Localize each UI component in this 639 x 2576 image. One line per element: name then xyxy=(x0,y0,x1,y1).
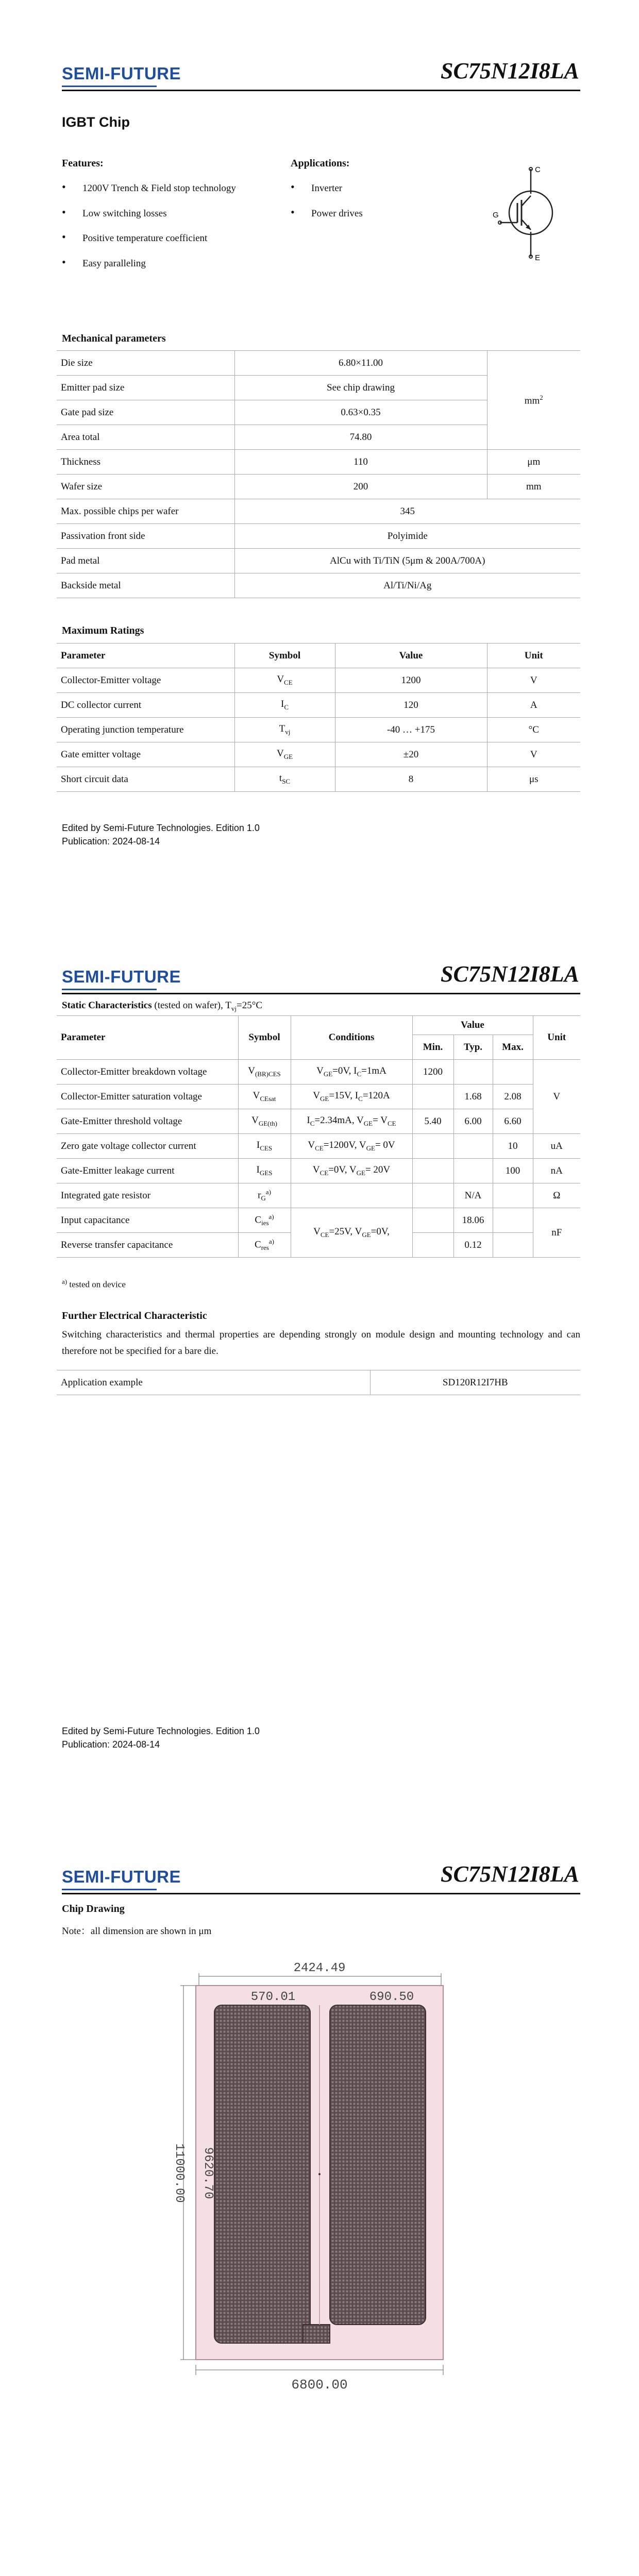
static-rows xyxy=(57,1060,580,1258)
table-cell: Collector-Emitter voltage xyxy=(57,668,234,693)
terminal-g-label: G xyxy=(493,211,499,219)
symbol-cell: $V_{CE}$ xyxy=(234,668,335,693)
further-title: Further Electrical Characteristic xyxy=(62,1310,207,1321)
bullet: • xyxy=(291,206,295,218)
table-cell: See chip drawing xyxy=(234,376,487,400)
dim-height-pad: 9620.70 xyxy=(201,2147,215,2199)
table-cell: V xyxy=(487,668,580,693)
table-cell: SD120R12I7HB xyxy=(370,1370,580,1395)
table-cell xyxy=(412,1159,453,1183)
table-row xyxy=(57,1159,580,1183)
dim-width: 6800.00 xyxy=(291,2377,348,2393)
table-cell xyxy=(412,1183,453,1208)
table-cell xyxy=(412,1208,453,1233)
max-ratings-table xyxy=(57,643,580,792)
table-cell xyxy=(493,1208,533,1233)
table-cell: Collector-Emitter saturation voltage xyxy=(57,1084,238,1109)
unit-cell: $mm^2$ xyxy=(487,351,580,450)
features-title: Features: xyxy=(62,158,104,169)
further-text: Switching characteristics and thermal properties are depending strongly on module design and mounting technology and can therefore not be specified for a bare die. xyxy=(62,1329,580,1357)
table-cell: Polyimide xyxy=(234,524,580,549)
mechanical-table xyxy=(57,350,580,598)
table-row xyxy=(57,1109,580,1134)
unit-cell: V xyxy=(533,1060,580,1134)
condition-cell: $I_C=2.34mA$, $V_{GE}= V_{CE}$ xyxy=(291,1109,412,1134)
table-cell: Reverse transfer capacitance xyxy=(57,1233,238,1258)
table-cell: Wafer size xyxy=(57,474,234,499)
application-item: Inverter xyxy=(311,183,343,194)
table-cell: 0.12 xyxy=(453,1233,493,1258)
table-cell: 74.80 xyxy=(234,425,487,450)
table-cell: 200 xyxy=(234,474,487,499)
table-cell: Thickness xyxy=(57,450,234,474)
part-number: SC75N12I8LA xyxy=(441,58,579,83)
condition-cell: $V_{CE}=1200V$, $V_{GE}= 0V$ xyxy=(291,1134,412,1159)
table-cell: 6.00 xyxy=(453,1109,493,1134)
table-cell: Gate-Emitter leakage current xyxy=(57,1159,238,1183)
table-cell: Die size xyxy=(57,351,234,376)
company-logo: SEMI-FUTURE xyxy=(62,1867,181,1886)
table-row xyxy=(57,668,580,693)
max-ratings-title: Maximum Ratings xyxy=(62,625,144,636)
table-cell: N/A xyxy=(453,1183,493,1208)
bullet: • xyxy=(62,180,66,193)
footer-edited: Edited by Semi-Future Technologies. Edition 1.0 xyxy=(62,823,260,833)
company-logo: SEMI-FUTURE xyxy=(62,64,181,83)
table-row xyxy=(57,1084,580,1109)
table-cell: Gate emitter voltage xyxy=(57,742,234,767)
table-cell xyxy=(453,1060,493,1084)
table-cell: 2.08 xyxy=(493,1084,533,1109)
header-cell: Symbol xyxy=(234,643,335,668)
table-row xyxy=(57,742,580,767)
emitter-pad-left xyxy=(214,2005,310,2343)
header-rule xyxy=(62,993,580,994)
table-row xyxy=(57,351,580,376)
igbt-symbol-icon xyxy=(490,164,557,262)
product-type: IGBT Chip xyxy=(62,114,130,130)
table-cell: 0.63×0.35 xyxy=(234,400,487,425)
symbol-cell: $T_{vj}$ xyxy=(234,718,335,742)
terminal-c-label: C xyxy=(535,165,541,174)
condition-cell: $V_{CE}=0V$, $V_{GE}= 20V$ xyxy=(291,1159,412,1183)
emitter-pad-right xyxy=(330,2005,426,2325)
condition-cell: $V_{GE}=0V$, $I_C=1mA$ xyxy=(291,1060,412,1084)
header-cell: Parameter xyxy=(57,1016,238,1060)
table-cell: Gate pad size xyxy=(57,400,234,425)
unit-cell: nF xyxy=(533,1208,580,1258)
mechanical-title: Mechanical parameters xyxy=(62,333,166,344)
condition-cell: $V_{CE}=25V$, $V_{GE}=0V$, xyxy=(291,1208,412,1258)
table-cell: Emitter pad size xyxy=(57,376,234,400)
header-cell: Min. xyxy=(412,1035,453,1060)
table-row xyxy=(57,1370,580,1395)
table-cell xyxy=(453,1134,493,1159)
unit-cell: Ω xyxy=(533,1183,580,1208)
table-cell: Gate-Emitter threshold voltage xyxy=(57,1109,238,1134)
table-cell: 120 xyxy=(335,693,487,718)
gate-pad xyxy=(303,2325,330,2343)
header-cell: Conditions xyxy=(291,1016,412,1060)
header-cell: Max. xyxy=(493,1035,533,1060)
part-number: SC75N12I8LA xyxy=(441,1861,579,1887)
header-cell: Typ. xyxy=(453,1035,493,1060)
table-cell: 18.06 xyxy=(453,1208,493,1233)
header-cell: Parameter xyxy=(57,643,234,668)
symbol-cell: $r_G^{a)}$ xyxy=(238,1183,291,1208)
table-row xyxy=(57,1183,580,1208)
dimension-note: Note：all dimension are shown in μm xyxy=(62,1926,212,1937)
table-cell: AlCu with Ti/TiN (5μm & 200A/700A) xyxy=(234,549,580,573)
table-row xyxy=(57,450,580,474)
table-cell: 8 xyxy=(335,767,487,792)
symbol-cell: $V_{GE(th)}$ xyxy=(238,1109,291,1134)
table-row xyxy=(57,524,580,549)
unit-cell: nA xyxy=(533,1159,580,1183)
table-cell: 100 xyxy=(493,1159,533,1183)
bullet: • xyxy=(291,180,295,193)
table-cell: Application example xyxy=(57,1370,370,1395)
logo-underline xyxy=(62,86,157,87)
symbol-cell: $I_C$ xyxy=(234,693,335,718)
table-cell: DC collector current xyxy=(57,693,234,718)
feature-item: Positive temperature coefficient xyxy=(82,233,208,244)
table-cell: Max. possible chips per wafer xyxy=(57,499,234,524)
footer-publication: Publication: 2024-08-14 xyxy=(62,836,160,846)
symbol-cell: $t_{SC}$ xyxy=(234,767,335,792)
header-cell: Value xyxy=(412,1016,533,1035)
table-cell: 1200 xyxy=(335,668,487,693)
terminal-e-label: E xyxy=(535,253,541,262)
company-logo: SEMI-FUTURE xyxy=(62,967,181,986)
table-cell xyxy=(493,1183,533,1208)
header-cell: Unit xyxy=(533,1016,580,1060)
table-header-row xyxy=(57,643,580,668)
table-row xyxy=(57,1060,580,1084)
static-title: Static Characteristics (tested on wafer), $T_{vj}=25^\circ C$ xyxy=(62,1000,262,1012)
table-row xyxy=(57,1134,580,1159)
table-cell: ±20 xyxy=(335,742,487,767)
table-cell: 6.60 xyxy=(493,1109,533,1134)
table-cell: 6.80×11.00 xyxy=(234,351,487,376)
symbol-cell: $V_{(BR)CES}$ xyxy=(238,1060,291,1084)
symbol-cell: $C_{ies}^{a)}$ xyxy=(238,1208,291,1233)
table-row xyxy=(57,573,580,598)
table-cell: Integrated gate resistor xyxy=(57,1183,238,1208)
table-cell: Backside metal xyxy=(57,573,234,598)
table-cell: Passivation front side xyxy=(57,524,234,549)
table-cell: Operating junction temperature xyxy=(57,718,234,742)
dim-left-pad: 570.01 xyxy=(250,1990,296,2004)
table-cell: 1.68 xyxy=(453,1084,493,1109)
application-item: Power drives xyxy=(311,208,363,219)
symbol-cell: $V_{CEsat}$ xyxy=(238,1084,291,1109)
feature-item: Low switching losses xyxy=(82,208,167,219)
table-cell xyxy=(453,1159,493,1183)
feature-item: Easy paralleling xyxy=(82,258,146,269)
table-row xyxy=(57,767,580,792)
table-cell: Pad metal xyxy=(57,549,234,573)
bullet: • xyxy=(62,206,66,218)
application-table xyxy=(57,1370,580,1395)
table-cell: 5.40 xyxy=(412,1109,453,1134)
header-rule xyxy=(62,1893,580,1894)
table-cell: 10 xyxy=(493,1134,533,1159)
table-header-row xyxy=(57,1016,580,1035)
table-cell: Input capacitance xyxy=(57,1208,238,1233)
table-cell: mm xyxy=(487,474,580,499)
table-cell: 110 xyxy=(234,450,487,474)
static-characteristics-table xyxy=(57,1015,580,1258)
table-cell: 1200 xyxy=(412,1060,453,1084)
table-cell: Zero gate voltage collector current xyxy=(57,1134,238,1159)
table-cell: Collector-Emitter breakdown voltage xyxy=(57,1060,238,1084)
table-cell: V xyxy=(487,742,580,767)
applications-title: Applications: xyxy=(291,158,350,169)
table-cell: 345 xyxy=(234,499,580,524)
dim-right-pad: 690.50 xyxy=(369,1990,414,2004)
table-cell xyxy=(493,1233,533,1258)
header-cell: Symbol xyxy=(238,1016,291,1060)
table-cell xyxy=(412,1084,453,1109)
table-row xyxy=(57,718,580,742)
condition-cell xyxy=(291,1183,412,1208)
dim-top: 2424.49 xyxy=(293,1961,346,1975)
condition-cell: $V_{GE}=15V$, $I_C=120A$ xyxy=(291,1084,412,1109)
header-rule xyxy=(62,90,580,91)
footnote: $^{a)}$ tested on device xyxy=(62,1278,126,1290)
symbol-cell: $I_{GES}$ xyxy=(238,1159,291,1183)
table-row xyxy=(57,1208,580,1233)
footer-publication: Publication: 2024-08-14 xyxy=(62,1739,160,1750)
logo-underline xyxy=(62,989,157,990)
table-cell: -40 … +175 xyxy=(335,718,487,742)
chip-drawing-title: Chip Drawing xyxy=(62,1903,125,1914)
table-cell: μm xyxy=(487,450,580,474)
logo-underline xyxy=(62,1889,157,1890)
table-cell: Al/Ti/Ni/Ag xyxy=(234,573,580,598)
header-cell: Value xyxy=(335,643,487,668)
table-cell xyxy=(493,1060,533,1084)
table-cell: A xyxy=(487,693,580,718)
table-row xyxy=(57,499,580,524)
table-cell xyxy=(412,1134,453,1159)
bullet: • xyxy=(62,256,66,268)
footer-edited: Edited by Semi-Future Technologies. Edition 1.0 xyxy=(62,1726,260,1736)
symbol-cell: $I_{CES}$ xyxy=(238,1134,291,1159)
table-cell xyxy=(412,1233,453,1258)
part-number: SC75N12I8LA xyxy=(441,961,579,987)
unit-cell: uA xyxy=(533,1134,580,1159)
table-cell: μs xyxy=(487,767,580,792)
table-row xyxy=(57,693,580,718)
chip-drawing xyxy=(165,1958,453,2401)
table-cell: °C xyxy=(487,718,580,742)
symbol-cell: $V_{GE}$ xyxy=(234,742,335,767)
table-row xyxy=(57,474,580,499)
feature-item: 1200V Trench & Field stop technology xyxy=(82,183,236,194)
symbol-cell: $C_{res}^{a)}$ xyxy=(238,1233,291,1258)
table-row xyxy=(57,549,580,573)
bullet: • xyxy=(62,230,66,243)
dim-height-total: 11000.00 xyxy=(172,2143,186,2203)
footer xyxy=(62,821,260,848)
header-cell: Unit xyxy=(487,643,580,668)
table-cell: Area total xyxy=(57,425,234,450)
footer xyxy=(62,1724,260,1751)
table-cell: Short circuit data xyxy=(57,767,234,792)
